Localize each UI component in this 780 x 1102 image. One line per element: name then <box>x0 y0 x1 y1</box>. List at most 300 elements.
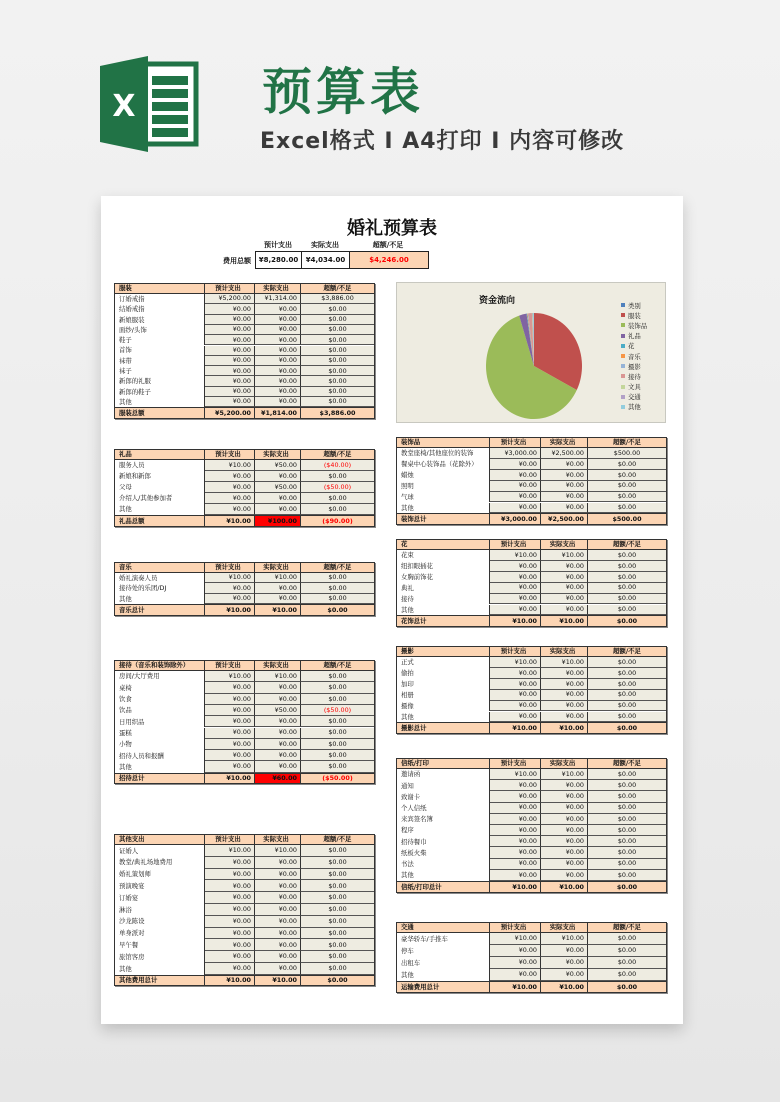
cell-diff[interactable]: $0.00 <box>301 761 374 772</box>
cell-diff[interactable]: ($50.00) <box>301 705 374 716</box>
cell-actual[interactable]: ¥0.00 <box>255 916 301 928</box>
cell-actual[interactable]: ¥10.00 <box>541 982 588 992</box>
cell-item[interactable]: 其他 <box>397 870 490 881</box>
cell-budget[interactable]: ¥0.00 <box>205 594 255 604</box>
cell-budget[interactable]: ¥0.00 <box>490 712 541 723</box>
cell-actual[interactable]: ¥0.00 <box>541 594 588 605</box>
cell-diff[interactable]: $500.00 <box>588 448 666 459</box>
cell-item[interactable]: 摄像 <box>397 701 490 712</box>
cell-item[interactable]: 装饰总计 <box>397 514 490 524</box>
cell-actual[interactable]: ¥0.00 <box>541 969 588 981</box>
cell-item[interactable]: 照明 <box>397 481 490 492</box>
cell-diff[interactable]: $0.00 <box>588 583 666 594</box>
cell-budget[interactable]: ¥3,000.00 <box>490 448 541 459</box>
cell-item[interactable]: 蜡烛 <box>397 470 490 481</box>
cell-actual[interactable]: ¥0.00 <box>541 583 588 594</box>
cell-diff[interactable]: $3,886.00 <box>319 408 356 417</box>
cell-diff[interactable]: $0.00 <box>327 976 348 985</box>
cell-item[interactable]: 个人信纸 <box>397 803 490 814</box>
cell-diff[interactable]: ($90.00) <box>322 516 353 525</box>
cell-item[interactable]: 餐桌中心装饰品（花除外） <box>397 459 490 470</box>
cell-budget[interactable]: ¥10.00 <box>490 657 541 668</box>
cell-budget[interactable]: ¥0.00 <box>205 504 255 515</box>
cell-item[interactable]: 饮品 <box>115 705 205 716</box>
cell-budget[interactable]: ¥0.00 <box>205 694 255 705</box>
cell-item[interactable]: 其他费用总计 <box>115 976 205 986</box>
cell-diff[interactable]: $0.00 <box>588 957 666 969</box>
cell-actual[interactable]: ¥0.00 <box>255 951 301 963</box>
cell-diff[interactable]: $0.00 <box>301 939 374 951</box>
cell-item[interactable]: 其他 <box>115 594 205 604</box>
pie-chart[interactable] <box>396 282 666 423</box>
cell-item[interactable]: 新娘服装 <box>115 315 205 325</box>
cell-actual[interactable]: ¥0.00 <box>541 459 588 470</box>
cell-budget[interactable]: ¥0.00 <box>490 859 541 870</box>
cell-diff[interactable]: ($50.00) <box>322 774 353 783</box>
summary-budget-cell[interactable]: ¥8,280.00 <box>255 251 302 269</box>
cell-diff[interactable]: $0.00 <box>588 690 666 701</box>
cell-actual[interactable]: ¥0.00 <box>255 397 301 407</box>
cell-budget[interactable]: ¥0.00 <box>205 728 255 739</box>
cell-item[interactable]: 结婚戒指 <box>115 304 205 314</box>
cell-actual[interactable]: ¥0.00 <box>255 594 301 604</box>
cell-actual[interactable]: ¥0.00 <box>541 561 588 572</box>
summary-diff-cell[interactable]: $4,246.00 <box>349 251 429 269</box>
cell-actual[interactable]: ¥0.00 <box>541 470 588 481</box>
cell-budget[interactable]: ¥0.00 <box>205 346 255 356</box>
cell-diff[interactable]: $0.00 <box>301 904 374 916</box>
cell-budget[interactable]: ¥10.00 <box>205 774 255 784</box>
cell-diff[interactable]: $0.00 <box>588 780 666 791</box>
cell-item[interactable]: 证婚人 <box>115 845 205 857</box>
cell-budget[interactable]: ¥0.00 <box>205 315 255 325</box>
cell-budget[interactable]: ¥0.00 <box>205 939 255 951</box>
cell-diff[interactable]: $0.00 <box>301 892 374 904</box>
cell-budget[interactable]: ¥0.00 <box>490 679 541 690</box>
cell-actual[interactable]: ¥0.00 <box>541 859 588 870</box>
cell-budget[interactable]: ¥0.00 <box>205 716 255 727</box>
cell-budget[interactable]: ¥0.00 <box>205 376 255 386</box>
cell-diff[interactable]: $0.00 <box>616 982 638 991</box>
cell-actual[interactable]: ¥0.00 <box>541 957 588 969</box>
cell-diff[interactable]: $500.00 <box>612 514 642 523</box>
cell-actual[interactable]: ¥0.00 <box>255 939 301 951</box>
cell-budget[interactable]: ¥0.00 <box>490 969 541 981</box>
cell-item[interactable]: 小物 <box>115 739 205 750</box>
cell-item[interactable]: 订婚戒指 <box>115 294 205 304</box>
cell-diff[interactable]: $0.00 <box>588 561 666 572</box>
cell-diff[interactable]: $0.00 <box>301 716 374 727</box>
cell-budget[interactable]: ¥10.00 <box>490 769 541 780</box>
cell-diff[interactable]: $0.00 <box>301 845 374 857</box>
cell-diff[interactable]: $0.00 <box>588 503 666 514</box>
cell-budget[interactable]: ¥0.00 <box>205 928 255 940</box>
cell-budget[interactable]: ¥10.00 <box>205 671 255 682</box>
cell-diff[interactable]: $0.00 <box>301 304 374 314</box>
cell-actual[interactable]: ¥0.00 <box>541 836 588 847</box>
cell-item[interactable]: 礼品总额 <box>115 516 205 526</box>
cell-actual[interactable]: ¥0.00 <box>541 712 588 723</box>
cell-diff[interactable]: $0.00 <box>301 493 374 504</box>
cell-item[interactable]: 停车 <box>397 945 490 957</box>
cell-item[interactable]: 音乐总计 <box>115 605 205 615</box>
cell-budget[interactable]: ¥0.00 <box>490 668 541 679</box>
cell-item[interactable]: 正式 <box>397 657 490 668</box>
cell-budget[interactable]: ¥0.00 <box>205 739 255 750</box>
cell-budget[interactable]: ¥0.00 <box>490 690 541 701</box>
cell-actual[interactable]: ¥0.00 <box>541 605 588 616</box>
cell-actual[interactable]: ¥10.00 <box>255 976 301 986</box>
cell-budget[interactable]: ¥0.00 <box>490 503 541 514</box>
cell-actual[interactable]: ¥0.00 <box>541 701 588 712</box>
cell-budget[interactable]: ¥0.00 <box>490 583 541 594</box>
cell-budget[interactable]: ¥10.00 <box>490 550 541 561</box>
cell-budget[interactable]: ¥0.00 <box>205 325 255 335</box>
cell-diff[interactable]: $0.00 <box>301 928 374 940</box>
cell-budget[interactable]: ¥0.00 <box>205 335 255 345</box>
summary-actual-cell[interactable]: ¥4,034.00 <box>301 251 350 269</box>
cell-budget[interactable]: ¥0.00 <box>490 572 541 583</box>
cell-actual[interactable]: ¥0.00 <box>255 335 301 345</box>
cell-diff[interactable]: $0.00 <box>616 616 638 625</box>
cell-diff[interactable]: $0.00 <box>588 769 666 780</box>
cell-item[interactable]: 其他 <box>115 963 205 975</box>
cell-item[interactable]: 其他 <box>115 397 205 407</box>
cell-diff[interactable]: $0.00 <box>301 346 374 356</box>
cell-item[interactable]: 偷拍 <box>397 668 490 679</box>
cell-actual[interactable]: ¥0.00 <box>255 963 301 975</box>
cell-diff[interactable]: $0.00 <box>588 825 666 836</box>
cell-item[interactable]: 淋浴 <box>115 904 205 916</box>
cell-diff[interactable]: $0.00 <box>588 679 666 690</box>
cell-actual[interactable]: ¥0.00 <box>255 315 301 325</box>
cell-budget[interactable]: ¥0.00 <box>205 682 255 693</box>
cell-budget[interactable]: ¥0.00 <box>205 397 255 407</box>
cell-budget[interactable]: ¥5,200.00 <box>205 294 255 304</box>
cell-item[interactable]: 服装总额 <box>115 408 205 418</box>
cell-item[interactable]: 纽扣眼插花 <box>397 561 490 572</box>
cell-actual[interactable]: ¥0.00 <box>255 471 301 482</box>
cell-budget[interactable]: ¥0.00 <box>205 869 255 881</box>
cell-actual[interactable]: ¥0.00 <box>255 750 301 761</box>
cell-actual[interactable]: ¥0.00 <box>255 869 301 881</box>
cell-item[interactable]: 加印 <box>397 679 490 690</box>
cell-item[interactable]: 单身派对 <box>115 928 205 940</box>
cell-budget[interactable]: ¥0.00 <box>490 870 541 881</box>
cell-budget[interactable]: ¥10.00 <box>490 933 541 945</box>
cell-actual[interactable]: ¥0.00 <box>541 572 588 583</box>
cell-item[interactable]: 招待餐巾 <box>397 836 490 847</box>
cell-actual[interactable]: ¥0.00 <box>255 387 301 397</box>
cell-item[interactable]: 其他 <box>115 761 205 772</box>
cell-item[interactable]: 典礼 <box>397 583 490 594</box>
cell-actual[interactable]: ¥0.00 <box>255 928 301 940</box>
cell-item[interactable]: 豪华轿车/手推车 <box>397 933 490 945</box>
cell-budget[interactable]: ¥5,200.00 <box>205 408 255 418</box>
cell-item[interactable]: 新郎的礼服 <box>115 376 205 386</box>
cell-actual[interactable]: ¥0.00 <box>255 325 301 335</box>
cell-actual[interactable]: ¥0.00 <box>541 503 588 514</box>
cell-budget[interactable]: ¥0.00 <box>205 387 255 397</box>
cell-item[interactable]: 信纸/打印总计 <box>397 882 490 892</box>
cell-diff[interactable]: $0.00 <box>588 492 666 503</box>
cell-actual[interactable]: ¥10.00 <box>541 550 588 561</box>
cell-budget[interactable]: ¥10.00 <box>490 723 541 733</box>
cell-item[interactable]: 气球 <box>397 492 490 503</box>
cell-item[interactable]: 其他 <box>397 605 490 616</box>
cell-actual[interactable]: ¥0.00 <box>255 356 301 366</box>
cell-actual[interactable]: ¥0.00 <box>255 857 301 869</box>
cell-item[interactable]: 书法 <box>397 859 490 870</box>
cell-budget[interactable]: ¥0.00 <box>205 356 255 366</box>
cell-diff[interactable]: $0.00 <box>301 750 374 761</box>
cell-budget[interactable]: ¥0.00 <box>205 892 255 904</box>
cell-actual[interactable]: ¥0.00 <box>541 492 588 503</box>
cell-diff[interactable]: $0.00 <box>588 605 666 616</box>
cell-item[interactable]: 运输费用总计 <box>397 982 490 992</box>
cell-item[interactable]: 招待人员和报酬 <box>115 750 205 761</box>
cell-budget[interactable]: ¥0.00 <box>205 963 255 975</box>
cell-item[interactable]: 出租车 <box>397 957 490 969</box>
cell-budget[interactable]: ¥0.00 <box>205 761 255 772</box>
cell-diff[interactable]: $0.00 <box>588 459 666 470</box>
cell-diff[interactable]: ($40.00) <box>301 460 374 471</box>
cell-actual[interactable]: ¥0.00 <box>255 504 301 515</box>
cell-budget[interactable]: ¥3,000.00 <box>490 514 541 524</box>
cell-actual[interactable]: ¥2,500.00 <box>541 514 588 524</box>
cell-actual[interactable]: ¥0.00 <box>541 803 588 814</box>
cell-item[interactable]: 通知 <box>397 780 490 791</box>
cell-budget[interactable]: ¥0.00 <box>205 493 255 504</box>
cell-actual[interactable]: ¥0.00 <box>255 376 301 386</box>
cell-diff[interactable]: $0.00 <box>616 882 638 891</box>
cell-budget[interactable]: ¥0.00 <box>490 459 541 470</box>
cell-item[interactable]: 致谢卡 <box>397 791 490 802</box>
cell-item[interactable]: 新郎的鞋子 <box>115 387 205 397</box>
cell-budget[interactable]: ¥0.00 <box>490 803 541 814</box>
cell-budget[interactable]: ¥0.00 <box>490 791 541 802</box>
cell-diff[interactable]: $0.00 <box>301 387 374 397</box>
cell-item[interactable]: 婚礼策划师 <box>115 869 205 881</box>
cell-diff[interactable]: $0.00 <box>588 791 666 802</box>
cell-item[interactable]: 程序 <box>397 825 490 836</box>
cell-diff[interactable]: ($50.00) <box>301 482 374 493</box>
cell-diff[interactable]: $0.00 <box>588 803 666 814</box>
cell-item[interactable]: 其他 <box>397 969 490 981</box>
cell-budget[interactable]: ¥10.00 <box>205 605 255 615</box>
cell-budget[interactable]: ¥10.00 <box>205 976 255 986</box>
cell-diff[interactable]: $0.00 <box>301 951 374 963</box>
cell-actual[interactable]: ¥1,814.00 <box>255 408 301 418</box>
cell-diff[interactable]: $0.00 <box>588 859 666 870</box>
cell-diff[interactable]: $0.00 <box>588 481 666 492</box>
cell-item[interactable]: 纸板火柴 <box>397 847 490 858</box>
cell-budget[interactable]: ¥0.00 <box>490 780 541 791</box>
cell-diff[interactable]: $0.00 <box>301 671 374 682</box>
cell-diff[interactable]: $0.00 <box>588 594 666 605</box>
cell-budget[interactable]: ¥0.00 <box>490 701 541 712</box>
cell-diff[interactable]: $0.00 <box>301 335 374 345</box>
cell-item[interactable]: 饮食 <box>115 694 205 705</box>
cell-diff[interactable]: $0.00 <box>301 376 374 386</box>
cell-budget[interactable]: ¥0.00 <box>205 916 255 928</box>
cell-diff[interactable]: $0.00 <box>301 880 374 892</box>
cell-diff[interactable]: $0.00 <box>301 471 374 482</box>
cell-diff[interactable]: $0.00 <box>301 356 374 366</box>
cell-actual[interactable]: ¥50.00 <box>255 460 301 471</box>
cell-actual[interactable]: ¥0.00 <box>541 668 588 679</box>
cell-actual[interactable]: ¥100.00 <box>255 516 301 526</box>
cell-budget[interactable]: ¥0.00 <box>205 583 255 593</box>
cell-diff[interactable]: $0.00 <box>588 814 666 825</box>
cell-budget[interactable]: ¥0.00 <box>490 836 541 847</box>
cell-budget[interactable]: ¥0.00 <box>490 492 541 503</box>
cell-actual[interactable]: ¥0.00 <box>255 694 301 705</box>
cell-item[interactable]: 旅馆客房 <box>115 951 205 963</box>
cell-diff[interactable]: $0.00 <box>301 916 374 928</box>
cell-item[interactable]: 其他 <box>397 503 490 514</box>
cell-item[interactable]: 面纱/头饰 <box>115 325 205 335</box>
cell-actual[interactable]: ¥2,500.00 <box>541 448 588 459</box>
cell-item[interactable]: 桌椅 <box>115 682 205 693</box>
cell-diff[interactable]: $0.00 <box>327 605 348 614</box>
cell-item[interactable]: 鞋子 <box>115 335 205 345</box>
cell-actual[interactable]: ¥0.00 <box>255 739 301 750</box>
cell-item[interactable]: 袜带 <box>115 356 205 366</box>
cell-actual[interactable]: ¥10.00 <box>541 657 588 668</box>
cell-actual[interactable]: ¥0.00 <box>255 904 301 916</box>
cell-item[interactable]: 订婚宴 <box>115 892 205 904</box>
cell-diff[interactable]: $0.00 <box>301 583 374 593</box>
cell-diff[interactable]: $0.00 <box>301 325 374 335</box>
cell-diff[interactable]: $0.00 <box>588 847 666 858</box>
cell-budget[interactable]: ¥0.00 <box>205 904 255 916</box>
cell-item[interactable]: 其他 <box>397 712 490 723</box>
cell-actual[interactable]: ¥0.00 <box>541 825 588 836</box>
cell-item[interactable]: 接待 <box>397 594 490 605</box>
cell-budget[interactable]: ¥10.00 <box>205 460 255 471</box>
cell-diff[interactable]: $0.00 <box>588 836 666 847</box>
cell-item[interactable]: 来宾签名簿 <box>397 814 490 825</box>
cell-actual[interactable]: ¥0.00 <box>255 880 301 892</box>
cell-item[interactable]: 服务人员 <box>115 460 205 471</box>
cell-actual[interactable]: ¥50.00 <box>255 482 301 493</box>
cell-budget[interactable]: ¥0.00 <box>205 880 255 892</box>
cell-item[interactable]: 首饰 <box>115 346 205 356</box>
cell-actual[interactable]: ¥10.00 <box>255 605 301 615</box>
cell-budget[interactable]: ¥0.00 <box>490 594 541 605</box>
cell-diff[interactable]: $0.00 <box>588 870 666 881</box>
cell-actual[interactable]: ¥0.00 <box>541 780 588 791</box>
cell-diff[interactable]: $0.00 <box>588 969 666 981</box>
cell-diff[interactable]: $0.00 <box>301 728 374 739</box>
cell-actual[interactable]: ¥50.00 <box>255 705 301 716</box>
cell-actual[interactable]: ¥0.00 <box>541 814 588 825</box>
cell-item[interactable]: 婚礼演奏人员 <box>115 573 205 583</box>
cell-item[interactable]: 女胸前饰花 <box>397 572 490 583</box>
cell-item[interactable]: 预演晚宴 <box>115 880 205 892</box>
cell-diff[interactable]: $0.00 <box>301 694 374 705</box>
cell-diff[interactable]: $0.00 <box>301 594 374 604</box>
cell-budget[interactable]: ¥0.00 <box>205 366 255 376</box>
cell-actual[interactable]: ¥0.00 <box>541 481 588 492</box>
cell-diff[interactable]: $0.00 <box>588 657 666 668</box>
cell-actual[interactable]: ¥0.00 <box>255 728 301 739</box>
cell-item[interactable]: 房间/大厅费用 <box>115 671 205 682</box>
cell-budget[interactable]: ¥0.00 <box>205 857 255 869</box>
cell-budget[interactable]: ¥0.00 <box>205 750 255 761</box>
cell-diff[interactable]: $0.00 <box>588 945 666 957</box>
cell-actual[interactable]: ¥10.00 <box>541 933 588 945</box>
cell-diff[interactable]: $0.00 <box>588 933 666 945</box>
cell-actual[interactable]: ¥0.00 <box>255 346 301 356</box>
cell-item[interactable]: 教堂座椅/其他座位的装饰 <box>397 448 490 459</box>
cell-item[interactable]: 花饰总计 <box>397 616 490 626</box>
cell-budget[interactable]: ¥10.00 <box>490 882 541 892</box>
cell-actual[interactable]: ¥10.00 <box>255 573 301 583</box>
cell-budget[interactable]: ¥0.00 <box>205 471 255 482</box>
cell-item[interactable]: 接待处的乐团/DJ <box>115 583 205 593</box>
cell-budget[interactable]: ¥0.00 <box>490 561 541 572</box>
cell-item[interactable]: 早午餐 <box>115 939 205 951</box>
cell-item[interactable]: 日用织品 <box>115 716 205 727</box>
cell-item[interactable]: 新娘和新郎 <box>115 471 205 482</box>
cell-budget[interactable]: ¥10.00 <box>490 616 541 626</box>
cell-item[interactable]: 父母 <box>115 482 205 493</box>
cell-diff[interactable]: $0.00 <box>616 723 638 732</box>
cell-actual[interactable]: ¥0.00 <box>541 690 588 701</box>
cell-budget[interactable]: ¥0.00 <box>490 847 541 858</box>
cell-actual[interactable]: ¥10.00 <box>541 723 588 733</box>
cell-actual[interactable]: ¥0.00 <box>255 682 301 693</box>
cell-budget[interactable]: ¥10.00 <box>205 573 255 583</box>
cell-diff[interactable]: $0.00 <box>301 315 374 325</box>
cell-item[interactable]: 摄影总计 <box>397 723 490 733</box>
cell-diff[interactable]: $0.00 <box>301 573 374 583</box>
cell-item[interactable]: 相册 <box>397 690 490 701</box>
cell-actual[interactable]: ¥0.00 <box>541 791 588 802</box>
cell-actual[interactable]: ¥0.00 <box>255 761 301 772</box>
cell-item[interactable]: 花束 <box>397 550 490 561</box>
cell-diff[interactable]: $0.00 <box>588 470 666 481</box>
cell-actual[interactable]: ¥0.00 <box>255 493 301 504</box>
cell-budget[interactable]: ¥0.00 <box>490 605 541 616</box>
cell-budget[interactable]: ¥0.00 <box>490 957 541 969</box>
cell-diff[interactable]: $0.00 <box>588 668 666 679</box>
cell-diff[interactable]: $0.00 <box>588 701 666 712</box>
cell-item[interactable]: 袜子 <box>115 366 205 376</box>
cell-actual[interactable]: ¥10.00 <box>541 769 588 780</box>
cell-item[interactable]: 教堂/典礼场地费用 <box>115 857 205 869</box>
cell-actual[interactable]: ¥0.00 <box>255 892 301 904</box>
cell-budget[interactable]: ¥0.00 <box>205 951 255 963</box>
cell-diff[interactable]: $0.00 <box>588 572 666 583</box>
cell-actual[interactable]: ¥10.00 <box>255 845 301 857</box>
cell-diff[interactable]: $0.00 <box>301 963 374 975</box>
cell-diff[interactable]: $0.00 <box>301 366 374 376</box>
cell-budget[interactable]: ¥0.00 <box>490 825 541 836</box>
cell-item[interactable]: 招待总计 <box>115 774 205 784</box>
cell-actual[interactable]: ¥10.00 <box>541 616 588 626</box>
cell-item[interactable]: 沙龙陈设 <box>115 916 205 928</box>
cell-diff[interactable]: $0.00 <box>588 550 666 561</box>
cell-budget[interactable]: ¥0.00 <box>205 304 255 314</box>
cell-budget[interactable]: ¥0.00 <box>205 705 255 716</box>
cell-budget[interactable]: ¥0.00 <box>205 482 255 493</box>
cell-actual[interactable]: ¥0.00 <box>541 679 588 690</box>
cell-diff[interactable]: $0.00 <box>301 869 374 881</box>
cell-item[interactable]: 蛋糕 <box>115 728 205 739</box>
